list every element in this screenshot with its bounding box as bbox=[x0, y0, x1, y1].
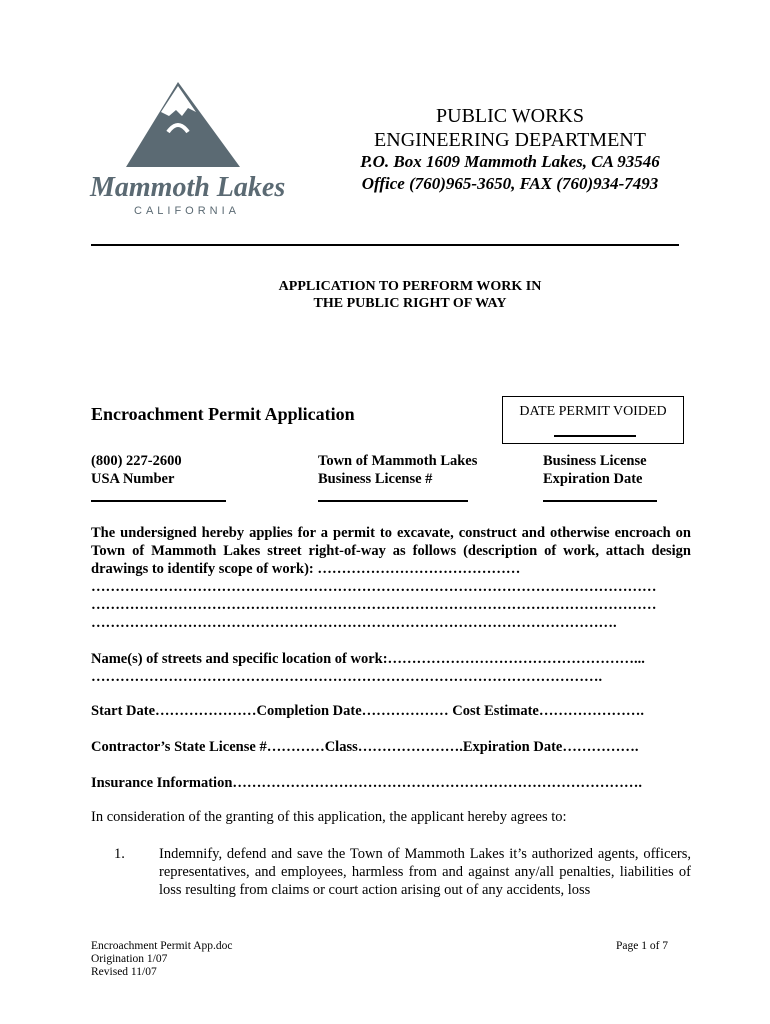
usa-number-label: USA Number bbox=[91, 471, 175, 487]
insurance-field[interactable]: Insurance Information…………………………………………………………………………. bbox=[91, 775, 643, 791]
business-license-number-label: Business License # bbox=[318, 471, 433, 487]
logo-state: CALIFORNIA bbox=[134, 205, 241, 217]
footer-origination: Origination 1/07 bbox=[91, 953, 168, 965]
footer-page-number: Page 1 of 7 bbox=[616, 940, 669, 952]
mammoth-lakes-logo bbox=[88, 80, 288, 220]
header-divider bbox=[91, 244, 679, 246]
intro-paragraph: The undersigned hereby applies for a permit to excavate, construct and otherwise encroach on Town of Mammoth Lakes street right-of-way as follows (description of work, attach design drawings to identify scope of work): …………………………………… bbox=[91, 525, 691, 577]
dates-cost-fields[interactable]: Start Date…………………Completion Date……………… Cost Estimate…………………. bbox=[91, 703, 644, 719]
expiration-date-label: Expiration Date bbox=[543, 471, 643, 487]
date-permit-voided-line bbox=[554, 435, 636, 437]
business-license-expiration-field[interactable] bbox=[543, 500, 657, 502]
header-title-1: PUBLIC WORKS bbox=[436, 105, 584, 127]
footer-filename: Encroachment Permit App.doc bbox=[91, 940, 233, 952]
item-1-number: 1. bbox=[114, 846, 125, 862]
permit-title: Encroachment Permit Application bbox=[91, 404, 355, 424]
footer-revised: Revised 11/07 bbox=[91, 966, 157, 978]
streets-field[interactable]: Name(s) of streets and specific location of work:……………………………………………... bbox=[91, 651, 645, 667]
description-line-2[interactable]: ……………………………………………………………………………………………………… bbox=[91, 597, 657, 613]
mountain-icon bbox=[88, 80, 288, 220]
header-phone: Office (760)965-3650, FAX (760)934-7493 bbox=[361, 174, 659, 193]
header-address: P.O. Box 1609 Mammoth Lakes, CA 93546 bbox=[360, 152, 660, 171]
logo-wordmark: Mammoth Lakes bbox=[90, 172, 286, 203]
header-title-2: ENGINEERING DEPARTMENT bbox=[374, 129, 646, 151]
application-title-1: APPLICATION TO PERFORM WORK IN bbox=[278, 279, 542, 294]
usa-phone: (800) 227-2600 bbox=[91, 453, 182, 469]
description-line-3[interactable]: ………………………………………………………………………………………………. bbox=[91, 615, 617, 631]
item-1-text: Indemnify, defend and save the Town of Mammoth Lakes it’s authorized agents, officers, representatives, and employees, harmless from and against any/all penalties, liabilities of loss resulting from claims or court action arising out of any accidents, loss bbox=[159, 846, 691, 898]
consideration-text: In consideration of the granting of this application, the applicant hereby agrees to: bbox=[91, 809, 567, 825]
contractor-license-fields[interactable]: Contractor’s State License #…………Class………………….Expiration Date……………. bbox=[91, 739, 639, 755]
business-license-label: Business License bbox=[543, 453, 647, 469]
application-title-2: THE PUBLIC RIGHT OF WAY bbox=[313, 296, 507, 311]
description-line-1[interactable]: ……………………………………………………………………………………………………… bbox=[91, 579, 657, 595]
town-label: Town of Mammoth Lakes bbox=[318, 453, 478, 469]
date-permit-voided-box[interactable] bbox=[502, 396, 684, 444]
streets-line[interactable]: ……………………………………………………………………………………………. bbox=[91, 669, 603, 685]
date-permit-voided-label: DATE PERMIT VOIDED bbox=[519, 404, 667, 419]
business-license-number-field[interactable] bbox=[318, 500, 468, 502]
usa-number-field[interactable] bbox=[91, 500, 226, 502]
